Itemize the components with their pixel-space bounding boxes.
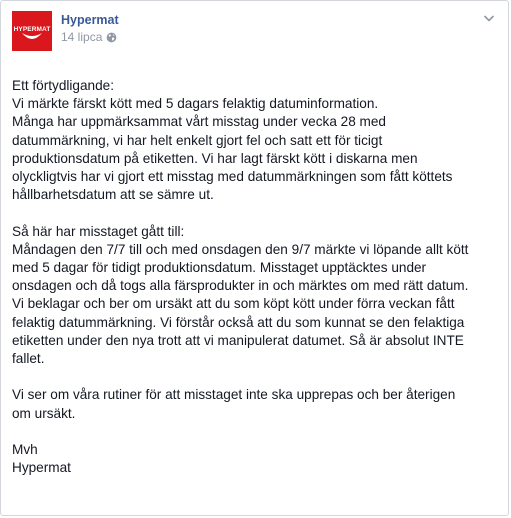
post-text [12, 77, 500, 496]
avatar-logo-text: HYPERMAT [13, 25, 51, 33]
text-line: Måndagen den 7/7 till och med onsdagen den 9/7 märkte vi löpande allt kött [12, 241, 469, 257]
text-line: onsdagen och då togs alla färsprodukter in och märktes om med rätt datum. [12, 278, 469, 294]
text-line: Ett förtydligande: [12, 78, 115, 93]
timestamp-row [61, 30, 119, 44]
signature-name: Hypermat [12, 460, 71, 476]
text-line: fallet. [12, 351, 45, 367]
post-header [12, 11, 119, 53]
text-line: produktionsdatum på etiketten. Vi har lagt färskt kött i diskarna men [12, 150, 418, 166]
text-line: Mvh [12, 442, 38, 458]
text-line: Många har uppmärksammat vårt misstag under vecka 28 med [12, 114, 386, 130]
text-line: med 5 dagar för tidigt produktionsdatum. Misstaget upptäcktes under [12, 260, 427, 276]
text-line: etiketten under den nya trott att vi manipulerat datumet. Så är absolut INTE [12, 332, 464, 348]
text-line: Vi märkte färskt kött med 5 dagars felaktig datuminformation. [12, 96, 379, 112]
post-paragraph [12, 223, 500, 369]
text-line: hållbarhetsdatum att se sämre ut. [12, 187, 214, 203]
chevron-down-icon[interactable] [482, 11, 496, 25]
text-line: olyckligtvis har vi gjort ett misstag med datummärkningen som fått köttets [12, 169, 453, 185]
post-paragraph [12, 77, 500, 204]
post-timestamp[interactable]: 14 lipca [61, 30, 103, 44]
text-line: felaktig datummärkning. Vi förstår också att du som kunnat se den felaktiga [12, 314, 465, 330]
text-line: om ursäkt. [12, 405, 76, 421]
text-line: Vi ser om våra rutiner för att misstaget inte ska upprepas och ber återigen [12, 387, 456, 403]
post-paragraph [12, 386, 500, 422]
globe-icon[interactable] [106, 32, 117, 43]
text-line: datummärkning, vi har helt enkelt gjort fel och satt ett för ticigt [12, 132, 383, 148]
text-line: Så här har misstaget gått till: [12, 223, 185, 239]
post-signature [12, 441, 500, 477]
smile-logo-icon [21, 32, 43, 42]
page-avatar[interactable] [12, 11, 52, 51]
text-line: Vi beklagar och ber om ursäkt att du som köpt kött under förra veckan fått [12, 296, 455, 312]
page-name-link[interactable]: Hypermat [61, 13, 119, 27]
post-meta [61, 11, 119, 44]
